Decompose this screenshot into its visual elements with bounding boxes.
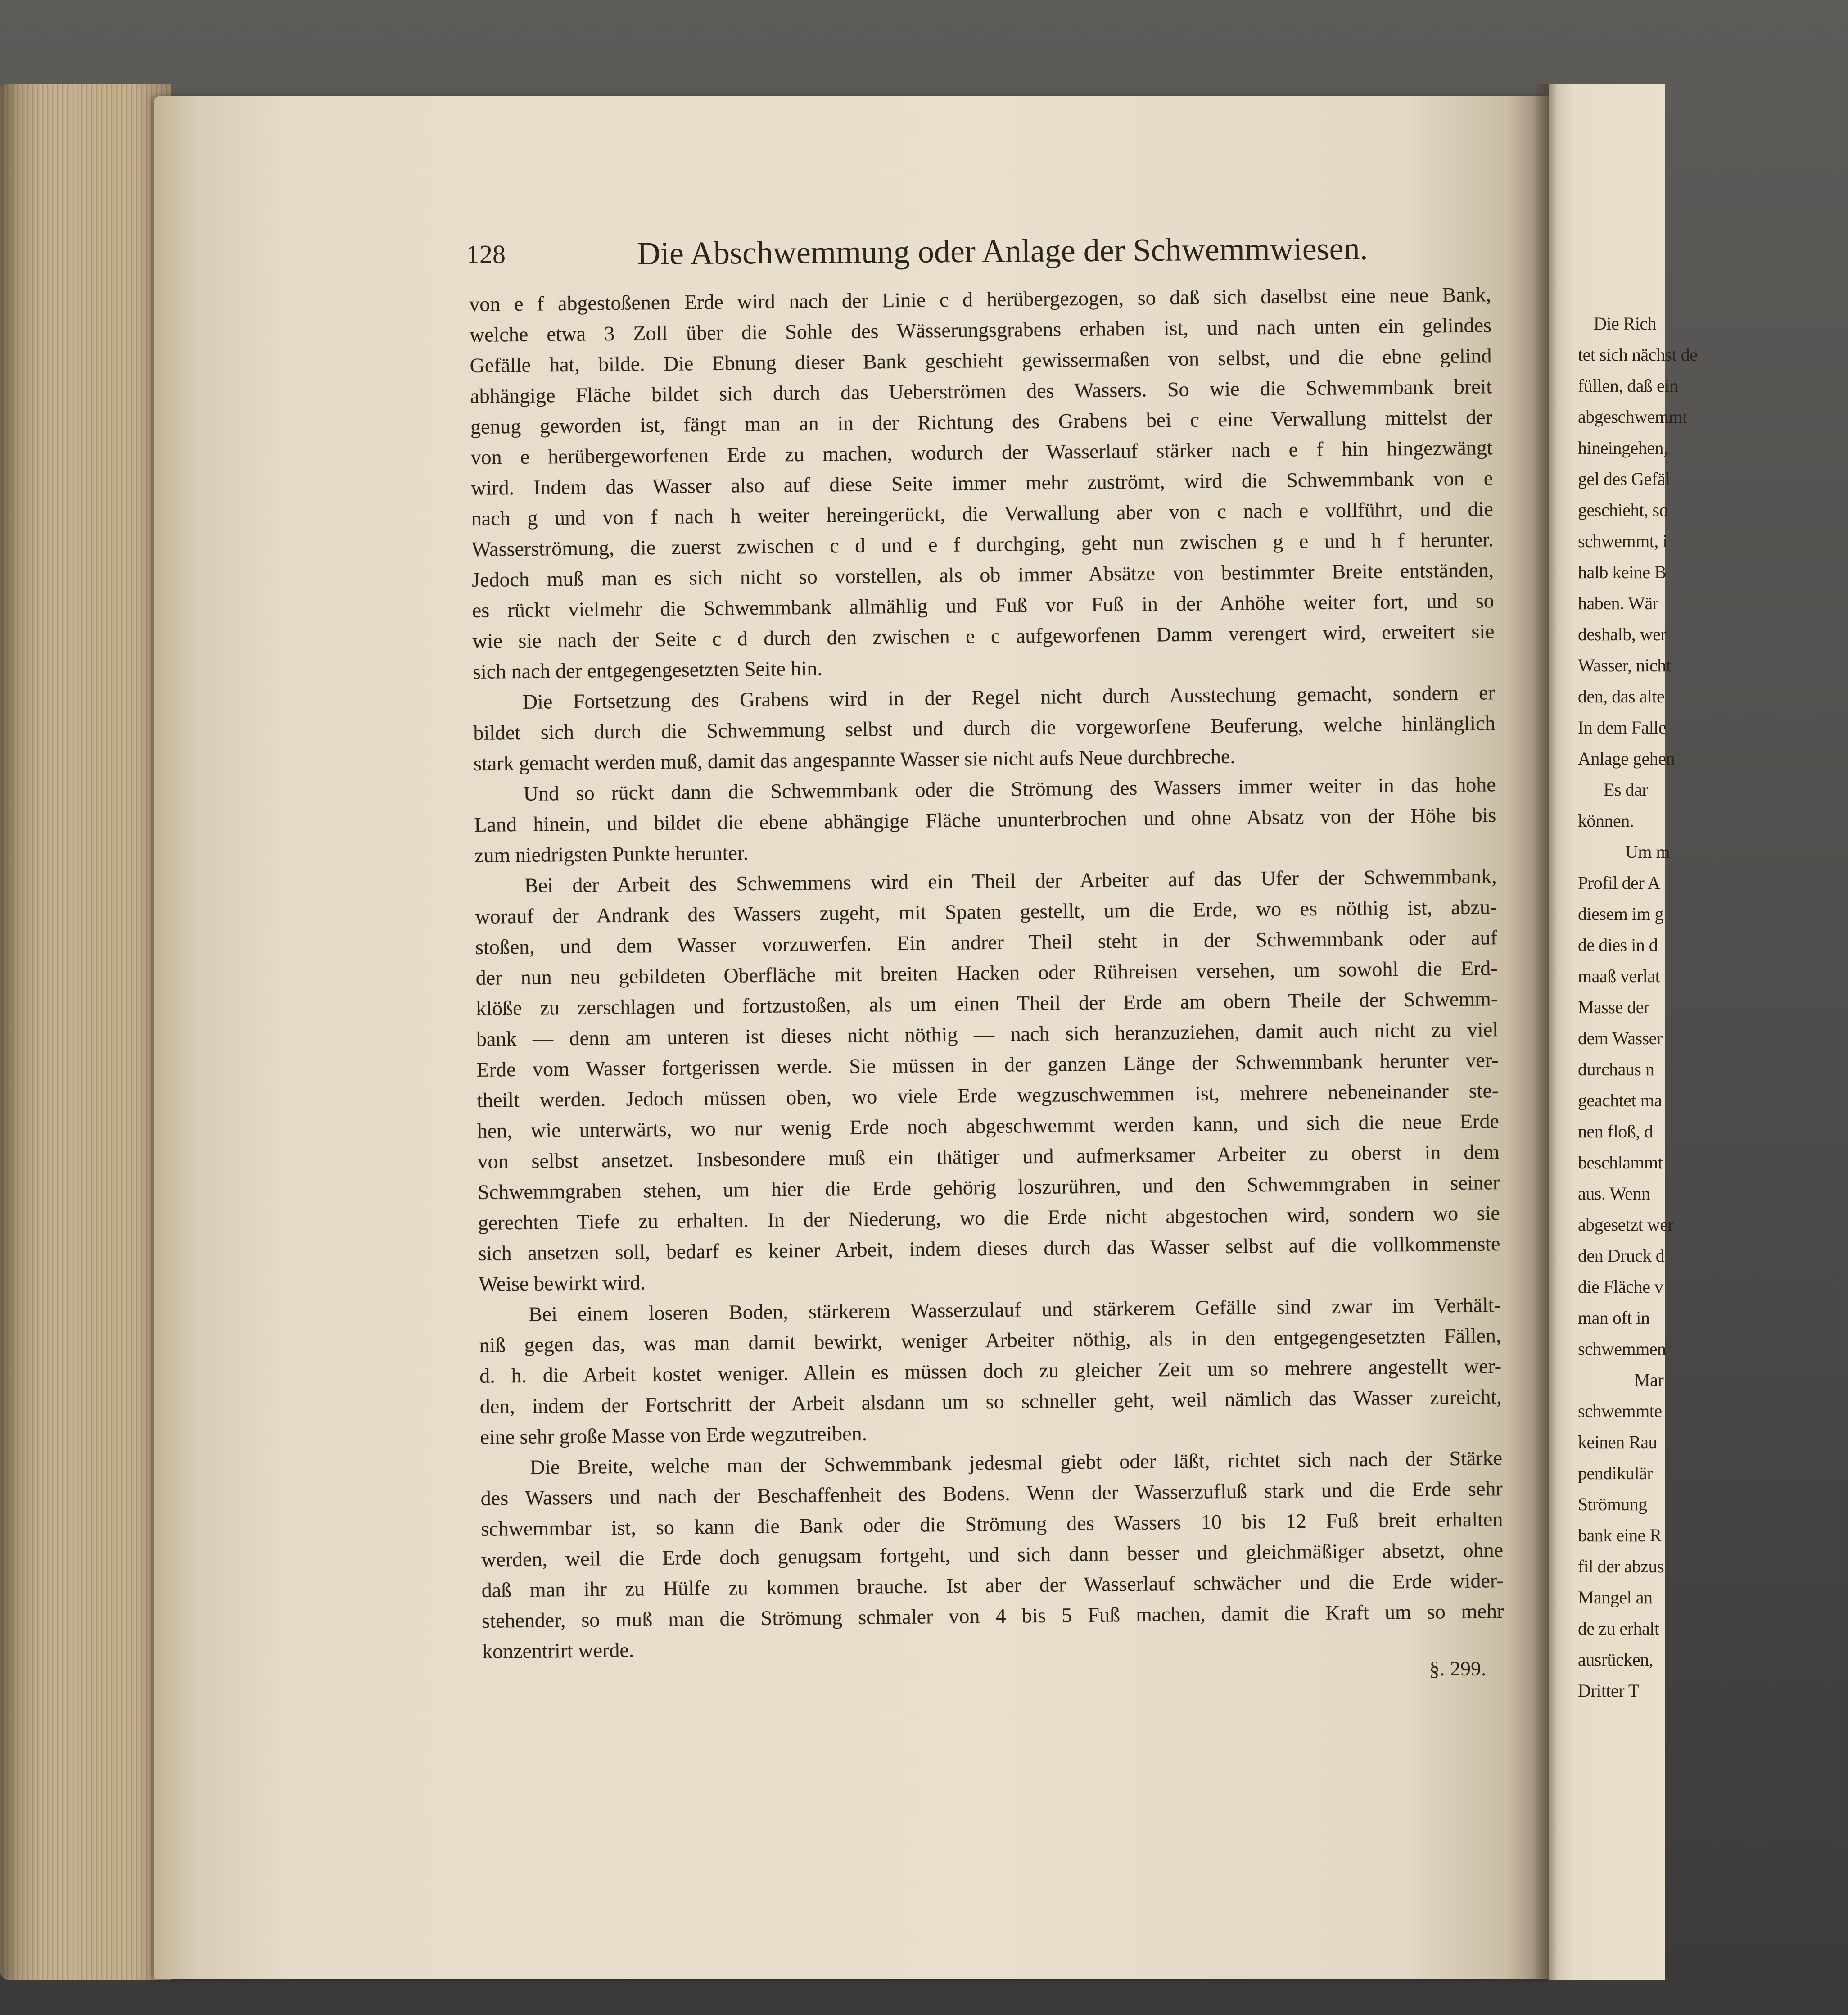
facing-page-text (1578, 308, 1848, 1706)
facing-line: Masse der (1578, 997, 1649, 1017)
running-head: Die Abschwemmung oder Anlage der Schwemmwiesen. (637, 230, 1368, 272)
facing-line: Anlage gehen (1578, 748, 1675, 769)
facing-line: den Druck d (1578, 1245, 1665, 1266)
text-line: stark gemacht werden muß, damit das angespannte Wasser sie nicht aufs Neue durchbreche. (473, 744, 1236, 775)
facing-line: schwemmte (1578, 1401, 1662, 1421)
catchword: §. 299. (1429, 1657, 1487, 1680)
facing-line: geschieht, so (1578, 500, 1668, 520)
text-line: zum niedrigsten Punkte herunter. (474, 841, 749, 867)
facing-line: aus. Wenn (1578, 1183, 1650, 1204)
facing-line: de dies in d (1578, 935, 1658, 955)
paragraph (480, 1443, 1504, 1667)
book-page-edges (0, 84, 171, 1980)
text-line: von e herübergeworfenen Erde zu machen, wodurch der Wasserlauf stärker nach e f hin hingezwängt (470, 436, 1493, 469)
facing-line: tet sich nächst de (1578, 344, 1698, 365)
text-line: klöße zu zerschlagen und fortzustoßen, als um einen Theil der Erde am obern Theile der Schwemm- (476, 987, 1498, 1020)
text-line: bildet sich durch die Schwemmung selbst und durch die vorgeworfene Beuferung, welche hinlänglich (473, 711, 1496, 744)
text-line: sich ansetzen soll, bedarf es keiner Arbeit, indem dieses durch das Wasser selbst auf die vollkommenste (478, 1232, 1500, 1265)
text-line: werden, weil die Erde doch genugsam fortgeht, und sich dann besser und gleichmäßiger absetzt, ohne (481, 1538, 1504, 1571)
paragraph (469, 279, 1495, 687)
text-line: Wasserströmung, die zuerst zwischen c d und e f durchging, geht nun zwischen g e und h f herunter. (471, 528, 1494, 561)
facing-line: Um m (1625, 842, 1670, 862)
facing-line: schwemmen (1578, 1339, 1666, 1359)
facing-line: maaß verlat (1578, 966, 1660, 986)
facing-line: Strömung (1578, 1494, 1647, 1514)
text-line: daß man ihr zu Hülfe zu kommen brauche. Ist aber der Wasserlauf schwächer und die Erde wider- (481, 1569, 1504, 1602)
text-line: stehender, so muß man die Strömung schmaler von 4 bis 5 Fuß machen, damit die Kraft um so mehr (482, 1599, 1504, 1632)
facing-line: deshalb, wer (1578, 624, 1667, 644)
facing-line: durchaus n (1578, 1059, 1654, 1079)
facing-line: Es dar (1604, 779, 1648, 800)
facing-line: In dem Falle (1578, 717, 1667, 738)
paragraph (479, 1290, 1502, 1453)
facing-line: Die Rich (1594, 313, 1657, 334)
facing-line: Profil der A (1578, 873, 1660, 893)
text-line: wird. Indem das Wasser also auf diese Seite immer mehr zuströmt, wird die Schwemmbank von e (470, 466, 1493, 499)
facing-line: geachtet ma (1578, 1090, 1662, 1110)
paragraph (474, 769, 1496, 871)
text-line: niß gegen das, was man damit bewirkt, weniger Arbeiter nöthig, als in den entgegengesetzten Fällen, (479, 1324, 1501, 1357)
text-line: Die Fortsetzung des Grabens wird in der Regel nicht durch Ausstechung gemacht, sondern er (522, 681, 1495, 713)
facing-line: bank eine R (1578, 1525, 1662, 1545)
facing-line: halb keine B (1578, 562, 1667, 582)
facing-line: können. (1578, 811, 1634, 831)
facing-line: abgesetzt wer (1578, 1214, 1674, 1235)
facing-line: haben. Wär (1578, 593, 1658, 613)
text-line: Die Breite, welche man der Schwemmbank jedesmal giebt oder läßt, richtet sich nach der Stärke (529, 1446, 1503, 1479)
text-line: Bei einem loseren Boden, stärkerem Wasserzulauf und stärkerem Gefälle sind zwar im Verhält- (528, 1293, 1501, 1326)
page-number: 128 (466, 240, 506, 269)
text-line: wie sie nach der Seite c d durch den zwischen e c aufgeworfenen Damm verengert wird, erweitert sie (472, 620, 1495, 652)
body-text (469, 279, 1504, 1667)
text-line: worauf der Andrank des Wassers zugeht, mit Spaten gestellt, um die Erde, wo es nöthig ist, abzu- (475, 895, 1497, 928)
facing-line: dem Wasser (1578, 1028, 1663, 1048)
facing-page (1549, 84, 1698, 1980)
text-line: theilt werden. Jedoch müssen oben, wo viele Erde wegzuschwemmen ist, mehrere nebeneinander ste- (477, 1079, 1499, 1112)
facing-line: Mangel an (1578, 1587, 1653, 1607)
text-line: Land hinein, und bildet die ebene abhängige Fläche ununterbrochen und ohne Absatz von der Höhe bis (474, 803, 1496, 836)
facing-line: ausrücken, (1578, 1649, 1654, 1670)
facing-line: man oft in (1578, 1308, 1650, 1328)
facing-line: den, das alte (1578, 686, 1665, 706)
text-line: Schwemmgraben stehen, um hier die Erde gehörig loszurühren, und den Schwemmgraben in seiner (478, 1171, 1500, 1204)
facing-line: füllen, daß ein (1578, 376, 1678, 396)
text-line: Gefälle hat, bilde. Die Ebnung dieser Bank geschieht gewissermaßen von selbst, und die ebne gelind (470, 344, 1492, 377)
text-line: abhängige Fläche bildet sich durch das Ueberströmen des Wassers. So wie die Schwemmbank breit (470, 375, 1492, 408)
text-line: sich nach der entgegengesetzten Seite hin. (472, 657, 822, 683)
text-line: es rückt vielmehr die Schwemmbank allmählig und Fuß vor Fuß in der Anhöhe weiter fort, und so (472, 589, 1494, 622)
facing-line: pendikulär (1578, 1463, 1653, 1483)
text-line: von e f abgestoßenen Erde wird nach der Linie c d herübergezogen, so daß sich daselbst eine neue Bank, (469, 283, 1491, 316)
text-line: stoßen, und dem Wasser vorzuwerfen. Ein andrer Theil steht in der Schwemmbank oder auf (475, 926, 1498, 959)
text-line: von selbst ansetzet. Insbesondere muß ein thätiger und aufmerksamer Arbeiter zu oberst in dem (477, 1140, 1500, 1173)
facing-line: Mar (1634, 1370, 1664, 1390)
text-line: gerechten Tiefe zu erhalten. In der Niederung, wo die Erde nicht abgestochen wird, sondern wo sie (478, 1201, 1500, 1234)
text-line: d. h. die Arbeit kostet weniger. Allein es müssen doch zu gleicher Zeit um so mehrere angestellt wer- (479, 1354, 1502, 1387)
text-line: Und so rückt dann die Schwemmbank oder die Strömung des Wassers immer weiter in das hohe (523, 773, 1496, 805)
facing-line: hineingehen, (1578, 438, 1668, 458)
facing-line: die Fläche v (1578, 1277, 1663, 1297)
facing-line: keinen Rau (1578, 1432, 1658, 1452)
facing-line: schwemmt, i (1578, 531, 1667, 551)
text-line: konzentrirt werde. (482, 1638, 634, 1663)
facing-line: beschlammt (1578, 1152, 1663, 1173)
text-line: schwemmbar ist, so kann die Bank oder die Strömung des Wassers 10 bis 12 Fuß breit erhalten (481, 1508, 1503, 1540)
text-line: des Wassers und nach der Beschaffenheit des Bodens. Wenn der Wasserzufluß stark und die Erde sehr (480, 1477, 1503, 1510)
facing-line: Wasser, nicht (1578, 655, 1671, 675)
text-line: welche etwa 3 Zoll über die Sohle des Wässerungsgrabens erhaben ist, und nach unten ein gelindes (469, 313, 1492, 346)
facing-line: Dritter T (1578, 1680, 1639, 1701)
text-line: bank — denn am unteren ist dieses nicht nöthig — nach sich heranzuziehen, damit auch nicht zu viel (476, 1018, 1499, 1051)
paragraph (473, 677, 1496, 779)
paragraph (474, 861, 1500, 1300)
text-line: Bei der Arbeit des Schwemmens wird ein Theil der Arbeiter auf das Ufer der Schwemmbank, (524, 865, 1497, 897)
text-line: Weise bewirkt wird. (478, 1271, 646, 1295)
text-line: nach g und von f nach h weiter hereingerückt, die Verwallung aber von c nach e vollführt, und die (471, 497, 1494, 530)
facing-line: nen floß, d (1578, 1121, 1653, 1141)
facing-line: gel des Gefäl (1578, 469, 1670, 489)
text-line: eine sehr große Masse von Erde wegzutreiben. (480, 1422, 868, 1449)
text-line: hen, wie unterwärts, wo nur wenig Erde noch abgeschwemmt werden kann, und sich die neue Erde (477, 1109, 1500, 1142)
facing-line: abgeschwemmt (1578, 407, 1687, 427)
facing-line: fil der abzus (1578, 1556, 1664, 1576)
facing-line: de zu erhalt (1578, 1618, 1659, 1639)
text-line: der nun neu gebildeten Oberfläche mit breiten Hacken oder Rühreisen versehen, um sowohl die Erd- (475, 956, 1498, 989)
text-line: Jedoch muß man es sich nicht so vorstellen, als ob immer Absätze von bestimmter Breite entständen, (471, 558, 1494, 591)
text-line: genug geworden ist, fängt man an in der Richtung des Grabens bei c eine Verwallung mittelst der (470, 405, 1493, 438)
text-line: Erde vom Wasser fortgerissen werde. Sie müssen in der ganzen Länge der Schwemmbank herunter ver- (476, 1048, 1499, 1081)
facing-line: diesem im g (1578, 904, 1664, 924)
text-line: den, indem der Fortschritt der Arbeit alsdann um so schneller geht, weil nämlich das Wasser zureicht, (479, 1385, 1502, 1418)
